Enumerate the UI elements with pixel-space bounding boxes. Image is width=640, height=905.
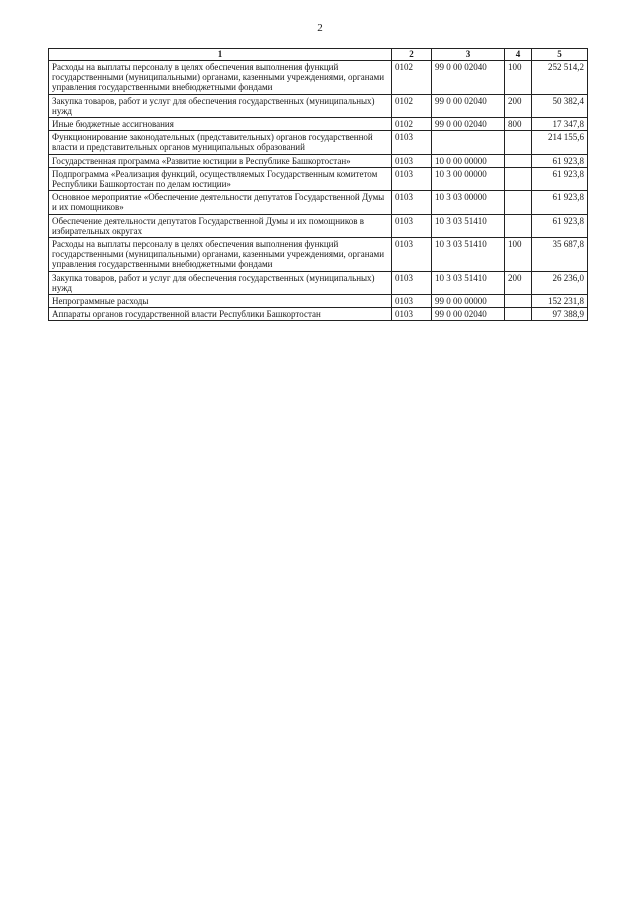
row-name: Закупка товаров, работ и услуг для обеспечения государственных (муниципальных) нужд [49,94,392,117]
row-sum: 61 923,8 [532,154,588,167]
table-row [49,118,588,131]
row-sum: 97 388,9 [532,308,588,321]
header-col-3: 3 [432,49,505,61]
row-article: 10 3 03 51410 [432,214,505,237]
table-row [49,308,588,321]
row-sum: 214 155,6 [532,131,588,154]
row-name: Основное мероприятие «Обеспечение деятельности депутатов Государственной Думы и их помощников» [49,191,392,214]
row-expense-type [505,295,532,308]
row-article: 99 0 00 00000 [432,295,505,308]
row-expense-type: 100 [505,238,532,272]
row-name: Обеспечение деятельности депутатов Государственной Думы и их помощников в избирательных округах [49,214,392,237]
row-expense-type: 100 [505,61,532,95]
row-expense-type: 800 [505,118,532,131]
row-section: 0103 [392,154,432,167]
row-sum: 26 236,0 [532,271,588,294]
row-expense-type [505,191,532,214]
row-sum: 50 382,4 [532,94,588,117]
table-row [49,271,588,294]
row-article: 99 0 00 02040 [432,61,505,95]
table-row [49,167,588,190]
row-sum: 35 687,8 [532,238,588,272]
table-row [49,238,588,272]
row-name: Закупка товаров, работ и услуг для обеспечения государственных (муниципальных) нужд [49,271,392,294]
row-expense-type [505,214,532,237]
row-expense-type: 200 [505,271,532,294]
table-row [49,214,588,237]
row-article: 99 0 00 02040 [432,118,505,131]
row-section: 0102 [392,94,432,117]
table-header-row [49,49,588,61]
row-section: 0103 [392,308,432,321]
row-expense-type [505,167,532,190]
row-section: 0103 [392,238,432,272]
row-section: 0103 [392,214,432,237]
row-section: 0103 [392,131,432,154]
row-name: Расходы на выплаты персоналу в целях обеспечения выполнения функций государственными (муниципальными) органами, казенными учреждениями, органами управления государственными внебюджетными фондами [49,61,392,95]
row-expense-type [505,131,532,154]
header-col-1: 1 [49,49,392,61]
row-name: Аппараты органов государственной власти Республики Башкортостан [49,308,392,321]
table-row [49,131,588,154]
row-name: Иные бюджетные ассигнования [49,118,392,131]
header-col-2: 2 [392,49,432,61]
row-sum: 17 347,8 [532,118,588,131]
header-col-4: 4 [505,49,532,61]
table-row [49,191,588,214]
row-section: 0102 [392,61,432,95]
row-article: 10 3 03 51410 [432,271,505,294]
row-name: Государственная программа «Развитие юстиции в Республике Башкортостан» [49,154,392,167]
row-article: 99 0 00 02040 [432,308,505,321]
table-row [49,295,588,308]
row-expense-type [505,308,532,321]
row-section: 0103 [392,191,432,214]
header-col-5: 5 [532,49,588,61]
row-section: 0102 [392,118,432,131]
row-sum: 61 923,8 [532,191,588,214]
row-sum: 152 231,8 [532,295,588,308]
row-sum: 61 923,8 [532,167,588,190]
row-expense-type [505,154,532,167]
row-article: 99 0 00 02040 [432,94,505,117]
table-row [49,94,588,117]
row-article: 10 0 00 00000 [432,154,505,167]
row-sum: 61 923,8 [532,214,588,237]
row-article [432,131,505,154]
row-article: 10 3 03 00000 [432,191,505,214]
row-article: 10 3 03 51410 [432,238,505,272]
table-row [49,154,588,167]
row-name: Непрограммные расходы [49,295,392,308]
budget-table [48,48,588,321]
row-sum: 252 514,2 [532,61,588,95]
row-article: 10 3 00 00000 [432,167,505,190]
row-section: 0103 [392,167,432,190]
row-name: Функционирование законодательных (представительных) органов государственной власти и представительных органов муниципальных образований [49,131,392,154]
row-name: Подпрограмма «Реализация функций, осуществляемых Государственным комитетом Республики Башкортостан по делам юстиции» [49,167,392,190]
table-row [49,61,588,95]
row-section: 0103 [392,271,432,294]
row-expense-type: 200 [505,94,532,117]
page-number: 2 [317,22,323,34]
row-name: Расходы на выплаты персоналу в целях обеспечения выполнения функций государственными (муниципальными) органами, казенными учреждениями, органами управления государственными внебюджетными фондами [49,238,392,272]
row-section: 0103 [392,295,432,308]
